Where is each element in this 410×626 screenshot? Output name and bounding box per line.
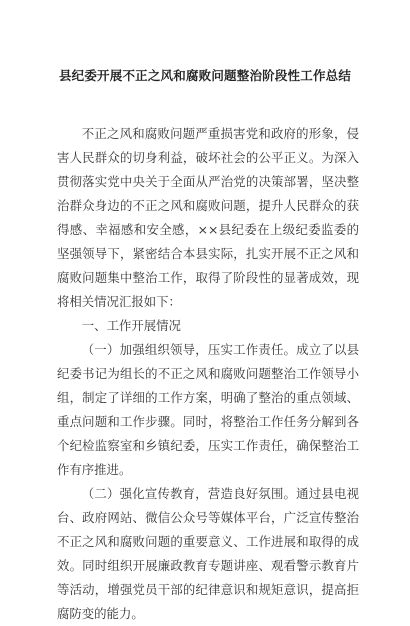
document-body xyxy=(57,122,359,626)
body-paragraph: （一）加强组织领导，压实工作责任。成立了以县纪委书记为组长的不正之风和腐败问题整治工作领导小组，制定了详细的工作方案，明确了整治的重点领域、重点问题和工作步骤。同时，将整治工作任务分解到各个纪检监察室和乡镇纪委，压实工作责任，确保整治工作有序推进。 xyxy=(57,342,359,477)
document-title: 县纪委开展不正之风和腐败问题整治阶段性工作总结 xyxy=(58,68,352,83)
body-paragraph: （二）强化宣传教育，营造良好氛围。通过县电视台、政府网站、微信公众号等媒体平台，广泛宣传整治不正之风和腐败问题的重要意义、工作进展和取得的成效。同时组织开展廉政教育专题讲座、观看警示教育片等活动，增强党员干部的纪律意识和规矩意识，提高拒腐防变的能力。 xyxy=(57,486,359,621)
section-heading: 一、工作开展情况 xyxy=(81,318,181,333)
intro-paragraph: 不正之风和腐败问题严重损害党和政府的形象，侵害人民群众的切身利益，破坏社会的公平正义。为深入贯彻落实党中央关于全面从严治党的决策部署，坚决整治群众身边的不正之风和腐败问题，提升人民群众的获得感、幸福感和安全感，××县纪委在上级纪委监委的坚强领导下，紧密结合本县实际，扎实开展不正之风和腐败问题集中整治工作，取得了阶段性的显著成效，现将相关情况汇报如下： xyxy=(57,126,359,309)
